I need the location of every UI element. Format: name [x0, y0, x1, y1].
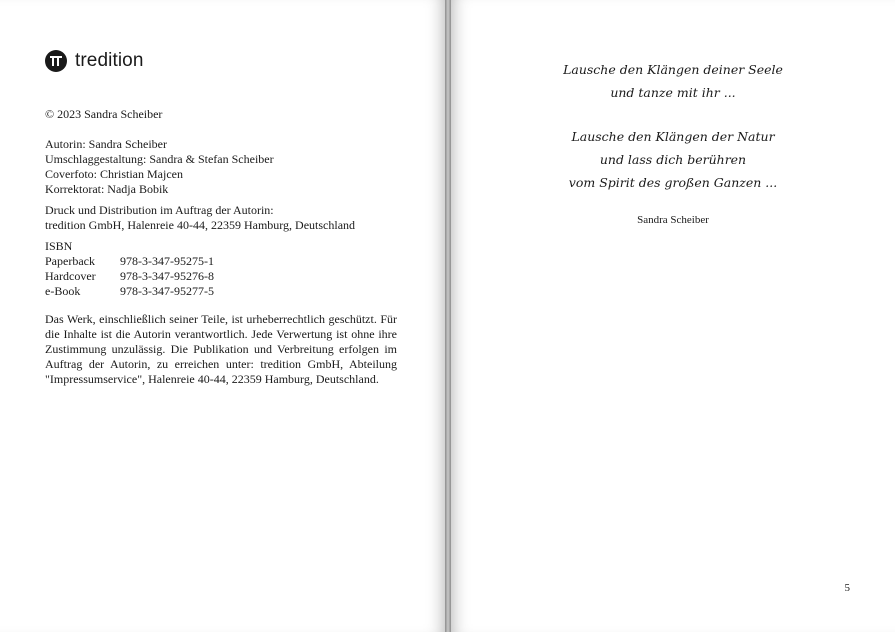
- print-distribution-block: [45, 203, 397, 233]
- isbn-label: Paperback: [45, 254, 95, 268]
- page-number: 5: [844, 582, 850, 594]
- tredition-logo-icon: [45, 50, 67, 72]
- quote-line: vom Spirit des großen Ganzen ...: [568, 175, 778, 190]
- credits-block: [45, 137, 397, 197]
- isbn-row: [45, 269, 397, 284]
- publisher-logo: [45, 50, 144, 72]
- isbn-value: 978-3-347-95275-1: [120, 254, 214, 268]
- isbn-value: 978-3-347-95277-5: [120, 284, 214, 298]
- right-page: [451, 0, 895, 632]
- credit-line: Autorin: Sandra Scheiber: [45, 137, 167, 151]
- credit-line: Umschlaggestaltung: Sandra & Stefan Scheiber: [45, 152, 274, 166]
- isbn-row: [45, 254, 397, 269]
- quote-line: und lass dich berühren: [599, 152, 747, 167]
- quote-line: Lausche den Klängen deiner Seele: [563, 62, 783, 77]
- quote-stanza-1: [451, 58, 895, 104]
- isbn-block: [45, 239, 397, 299]
- logo-text: tredition: [75, 50, 144, 71]
- quote-line: Lausche den Klängen der Natur: [571, 129, 775, 144]
- quote-author: Sandra Scheiber: [637, 214, 709, 226]
- copyright-line: © 2023 Sandra Scheiber: [45, 107, 163, 121]
- isbn-value: 978-3-347-95276-8: [120, 269, 214, 283]
- isbn-label: Hardcover: [45, 269, 96, 283]
- credit-line: Coverfoto: Christian Majcen: [45, 167, 183, 181]
- isbn-row: [45, 284, 397, 299]
- left-page: [0, 0, 445, 632]
- copyright-notice: Das Werk, einschließlich seiner Teile, ist urheberrechtlich geschützt. Für die Inhalte ist die Autorin verantwortlich. Jede Verwertung ist ohne ihre Zustimmung unzulässig. Die Publikation und Verbreitung erfolgen im Auftrag der Autorin, zu erreichen unter: tredition GmbH, Abteilung "Impressumservice", Halenreie 40-44, 22359 Hamburg, Deutschland.: [45, 312, 397, 386]
- print-line: tredition GmbH, Halenreie 40-44, 22359 Hamburg, Deutschland: [45, 218, 356, 232]
- isbn-heading: ISBN: [45, 239, 73, 253]
- quote-stanza-2: [451, 125, 895, 194]
- credit-line: Korrektorat: Nadja Bobik: [45, 182, 169, 196]
- isbn-label: e-Book: [45, 284, 81, 298]
- print-line: Druck und Distribution im Auftrag der Autorin:: [45, 203, 274, 217]
- quote-line: und tanze mit ihr ...: [610, 85, 736, 100]
